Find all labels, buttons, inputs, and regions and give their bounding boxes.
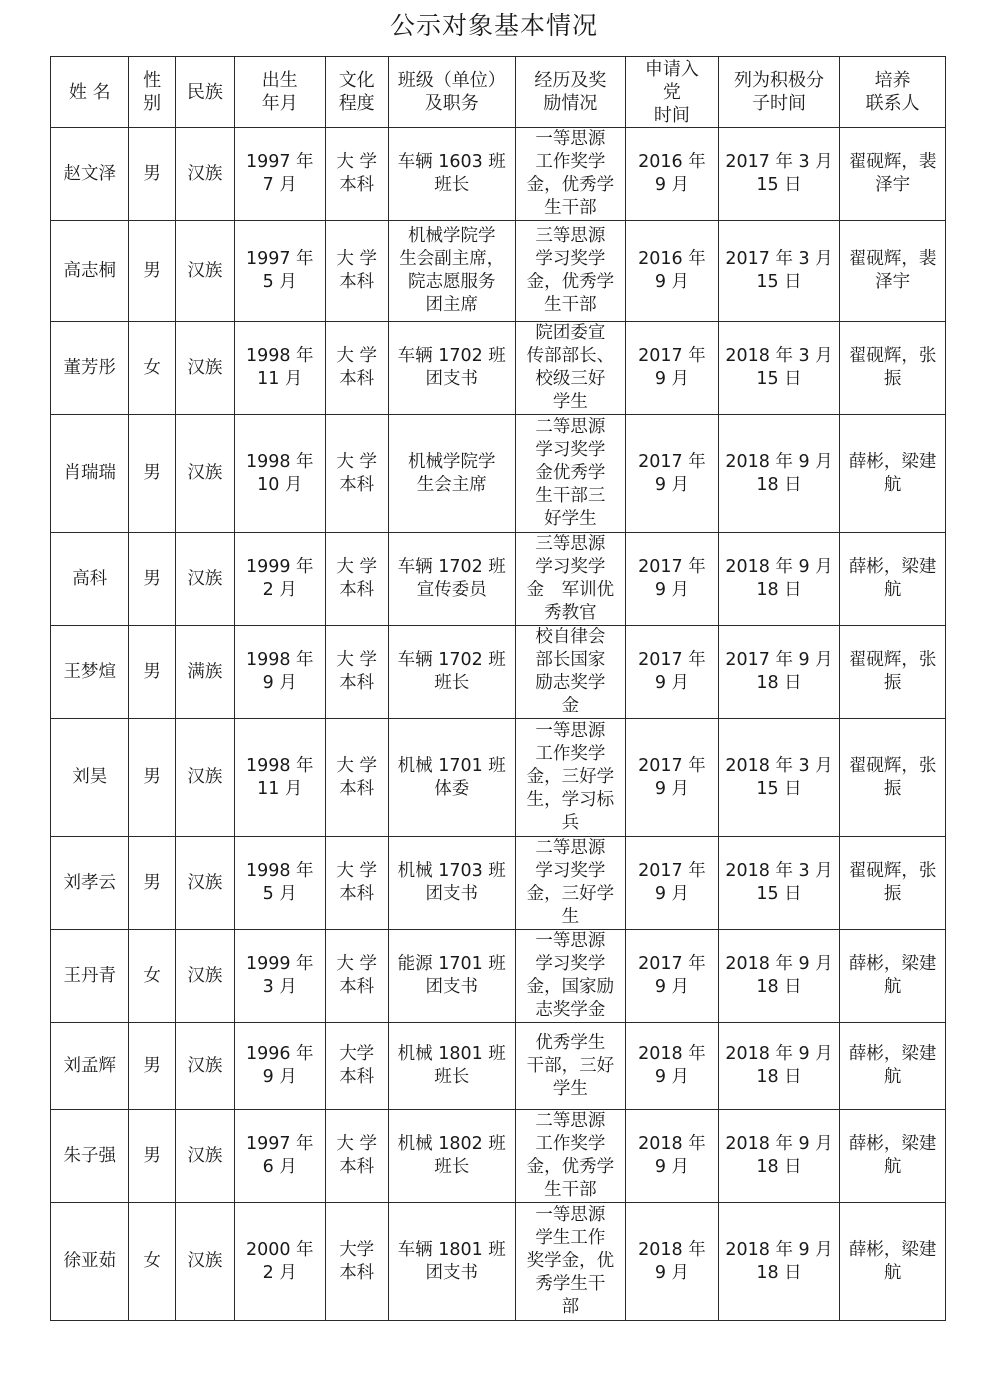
cell-class-position: 车辆 1603 班 班长 — [388, 128, 515, 221]
table-row — [51, 415, 946, 533]
cell-awards: 二等思源 学习奖学 金优秀学 生干部三 好学生 — [515, 415, 626, 533]
table-row — [51, 930, 946, 1023]
cell-gender: 男 — [129, 837, 175, 930]
cell-ethnicity: 汉族 — [175, 719, 234, 837]
cell-activist-time: 2017 年 3 月 15 日 — [718, 221, 840, 322]
cell-awards: 院团委宣 传部部长、 校级三好 学生 — [515, 322, 626, 415]
cell-education: 大 学 本科 — [325, 221, 388, 322]
cell-activist-time: 2018 年 3 月 15 日 — [718, 719, 840, 837]
cell-contact: 翟砚辉，裴 泽宇 — [840, 128, 946, 221]
cell-name: 高科 — [51, 533, 129, 626]
cell-contact: 薛彬，梁建 航 — [840, 1203, 946, 1321]
cell-apply-time: 2017 年 9 月 — [626, 837, 719, 930]
cell-awards: 优秀学生 干部，三好 学生 — [515, 1023, 626, 1110]
cell-name: 赵文泽 — [51, 128, 129, 221]
cell-name: 刘昊 — [51, 719, 129, 837]
cell-birth: 1996 年 9 月 — [235, 1023, 326, 1110]
header-ethnicity: 民族 — [175, 57, 234, 128]
cell-education: 大 学 本科 — [325, 128, 388, 221]
cell-birth: 1997 年 7 月 — [235, 128, 326, 221]
header-awards: 经历及奖 励情况 — [515, 57, 626, 128]
cell-ethnicity: 满族 — [175, 626, 234, 719]
header-contact: 培养 联系人 — [840, 57, 946, 128]
cell-contact: 翟砚辉，裴 泽宇 — [840, 221, 946, 322]
cell-ethnicity: 汉族 — [175, 837, 234, 930]
header-row — [51, 57, 946, 128]
cell-class-position: 车辆 1702 班 班长 — [388, 626, 515, 719]
cell-class-position: 机械 1801 班 班长 — [388, 1023, 515, 1110]
cell-birth: 1999 年 3 月 — [235, 930, 326, 1023]
table-row — [51, 837, 946, 930]
table-row — [51, 626, 946, 719]
cell-apply-time: 2017 年 9 月 — [626, 322, 719, 415]
candidate-table — [50, 56, 946, 1321]
cell-activist-time: 2018 年 9 月 18 日 — [718, 1110, 840, 1203]
cell-birth: 1998 年 11 月 — [235, 322, 326, 415]
cell-education: 大学 本科 — [325, 1023, 388, 1110]
cell-apply-time: 2017 年 9 月 — [626, 415, 719, 533]
cell-awards: 三等思源 学习奖学 金 军训优 秀教官 — [515, 533, 626, 626]
header-gender: 性 别 — [129, 57, 175, 128]
cell-apply-time: 2018 年 9 月 — [626, 1110, 719, 1203]
cell-education: 大 学 本科 — [325, 1110, 388, 1203]
cell-awards: 一等思源 工作奖学 金，优秀学 生干部 — [515, 128, 626, 221]
cell-name: 徐亚茹 — [51, 1203, 129, 1321]
cell-activist-time: 2017 年 9 月 18 日 — [718, 626, 840, 719]
cell-birth: 1997 年 6 月 — [235, 1110, 326, 1203]
cell-education: 大 学 本科 — [325, 415, 388, 533]
cell-gender: 女 — [129, 930, 175, 1023]
cell-education: 大学 本科 — [325, 1203, 388, 1321]
cell-ethnicity: 汉族 — [175, 930, 234, 1023]
cell-apply-time: 2018 年 9 月 — [626, 1203, 719, 1321]
cell-education: 大 学 本科 — [325, 533, 388, 626]
cell-education: 大 学 本科 — [325, 626, 388, 719]
cell-ethnicity: 汉族 — [175, 221, 234, 322]
cell-education: 大 学 本科 — [325, 322, 388, 415]
cell-ethnicity: 汉族 — [175, 1110, 234, 1203]
cell-activist-time: 2017 年 3 月 15 日 — [718, 128, 840, 221]
cell-ethnicity: 汉族 — [175, 1023, 234, 1110]
cell-birth: 1999 年 2 月 — [235, 533, 326, 626]
document-title: 公示对象基本情况 — [389, 11, 598, 40]
cell-class-position: 机械 1802 班 班长 — [388, 1110, 515, 1203]
cell-apply-time: 2017 年 9 月 — [626, 930, 719, 1023]
cell-apply-time: 2017 年 9 月 — [626, 719, 719, 837]
cell-name: 高志桐 — [51, 221, 129, 322]
header-name: 姓 名 — [51, 57, 129, 128]
table-header — [51, 57, 946, 128]
cell-gender: 女 — [129, 322, 175, 415]
cell-gender: 男 — [129, 128, 175, 221]
cell-name: 朱子强 — [51, 1110, 129, 1203]
table-body — [51, 128, 946, 1321]
cell-name: 王梦煊 — [51, 626, 129, 719]
cell-name: 刘孟辉 — [51, 1023, 129, 1110]
cell-ethnicity: 汉族 — [175, 415, 234, 533]
header-birth: 出生 年月 — [235, 57, 326, 128]
cell-class-position: 机械学院学 生会主席 — [388, 415, 515, 533]
cell-awards: 一等思源 工作奖学 金，三好学 生，学习标 兵 — [515, 719, 626, 837]
cell-education: 大 学 本科 — [325, 719, 388, 837]
cell-awards: 一等思源 学习奖学 金，国家励 志奖学金 — [515, 930, 626, 1023]
cell-apply-time: 2016 年 9 月 — [626, 128, 719, 221]
cell-gender: 男 — [129, 1023, 175, 1110]
table-row — [51, 322, 946, 415]
cell-activist-time: 2018 年 9 月 18 日 — [718, 533, 840, 626]
cell-activist-time: 2018 年 9 月 18 日 — [718, 1023, 840, 1110]
table-row — [51, 719, 946, 837]
cell-contact: 薛彬，梁建 航 — [840, 415, 946, 533]
cell-birth: 1998 年 10 月 — [235, 415, 326, 533]
table-row — [51, 1203, 946, 1321]
cell-awards: 三等思源 学习奖学 金，优秀学 生干部 — [515, 221, 626, 322]
cell-contact: 薛彬，梁建 航 — [840, 1023, 946, 1110]
cell-education: 大 学 本科 — [325, 930, 388, 1023]
table-row — [51, 221, 946, 322]
cell-name: 肖瑞瑞 — [51, 415, 129, 533]
cell-birth: 1998 年 5 月 — [235, 837, 326, 930]
cell-contact: 薛彬，梁建 航 — [840, 1110, 946, 1203]
cell-awards: 校自律会 部长国家 励志奖学 金 — [515, 626, 626, 719]
cell-education: 大 学 本科 — [325, 837, 388, 930]
table-row — [51, 1110, 946, 1203]
cell-gender: 男 — [129, 1110, 175, 1203]
cell-awards: 二等思源 工作奖学 金，优秀学 生干部 — [515, 1110, 626, 1203]
cell-contact: 翟砚辉，张 振 — [840, 837, 946, 930]
cell-ethnicity: 汉族 — [175, 533, 234, 626]
cell-contact: 翟砚辉，张 振 — [840, 626, 946, 719]
header-activist-time: 列为积极分 子时间 — [718, 57, 840, 128]
table-row — [51, 533, 946, 626]
cell-name: 刘孝云 — [51, 837, 129, 930]
cell-contact: 翟砚辉，张 振 — [840, 719, 946, 837]
cell-gender: 男 — [129, 415, 175, 533]
cell-class-position: 机械 1701 班 体委 — [388, 719, 515, 837]
cell-birth: 2000 年 2 月 — [235, 1203, 326, 1321]
cell-birth: 1997 年 5 月 — [235, 221, 326, 322]
cell-class-position: 车辆 1702 班 团支书 — [388, 322, 515, 415]
cell-gender: 男 — [129, 719, 175, 837]
cell-activist-time: 2018 年 9 月 18 日 — [718, 1203, 840, 1321]
cell-class-position: 机械 1703 班 团支书 — [388, 837, 515, 930]
header-class-position: 班级（单位） 及职务 — [388, 57, 515, 128]
cell-activist-time: 2018 年 9 月 18 日 — [718, 415, 840, 533]
cell-ethnicity: 汉族 — [175, 128, 234, 221]
table-row — [51, 128, 946, 221]
cell-awards: 二等思源 学习奖学 金，三好学 生 — [515, 837, 626, 930]
cell-birth: 1998 年 9 月 — [235, 626, 326, 719]
cell-class-position: 能源 1701 班 团支书 — [388, 930, 515, 1023]
cell-birth: 1998 年 11 月 — [235, 719, 326, 837]
cell-gender: 男 — [129, 626, 175, 719]
cell-class-position: 车辆 1702 班 宣传委员 — [388, 533, 515, 626]
cell-activist-time: 2018 年 3 月 15 日 — [718, 322, 840, 415]
cell-apply-time: 2018 年 9 月 — [626, 1023, 719, 1110]
cell-class-position: 机械学院学 生会副主席， 院志愿服务 团主席 — [388, 221, 515, 322]
header-apply-time: 申请入 党 时间 — [626, 57, 719, 128]
cell-ethnicity: 汉族 — [175, 1203, 234, 1321]
cell-name: 王丹青 — [51, 930, 129, 1023]
table-row — [51, 1023, 946, 1110]
cell-apply-time: 2016 年 9 月 — [626, 221, 719, 322]
cell-class-position: 车辆 1801 班 团支书 — [388, 1203, 515, 1321]
cell-gender: 男 — [129, 533, 175, 626]
cell-activist-time: 2018 年 3 月 15 日 — [718, 837, 840, 930]
cell-gender: 男 — [129, 221, 175, 322]
header-education: 文化 程度 — [325, 57, 388, 128]
cell-apply-time: 2017 年 9 月 — [626, 533, 719, 626]
cell-name: 董芳彤 — [51, 322, 129, 415]
cell-apply-time: 2017 年 9 月 — [626, 626, 719, 719]
cell-awards: 一等思源 学生工作 奖学金，优 秀学生干 部 — [515, 1203, 626, 1321]
cell-activist-time: 2018 年 9 月 18 日 — [718, 930, 840, 1023]
cell-contact: 翟砚辉，张 振 — [840, 322, 946, 415]
cell-ethnicity: 汉族 — [175, 322, 234, 415]
cell-gender: 女 — [129, 1203, 175, 1321]
cell-contact: 薛彬，梁建 航 — [840, 930, 946, 1023]
cell-contact: 薛彬，梁建 航 — [840, 533, 946, 626]
